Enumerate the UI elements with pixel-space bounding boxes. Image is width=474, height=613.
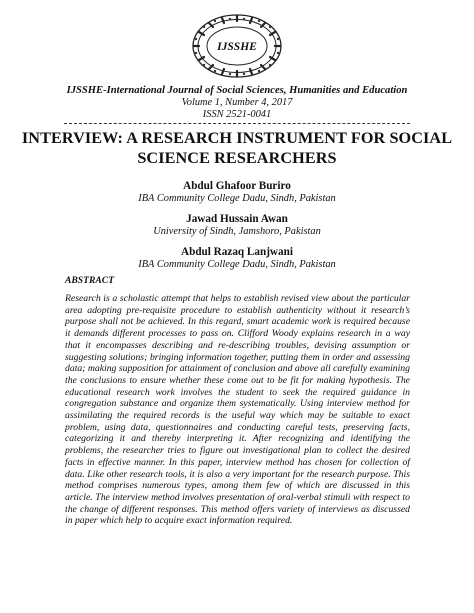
- paper-title: [0, 128, 474, 168]
- journal-header: [0, 85, 474, 121]
- author-name: Jawad Hussain Awan: [186, 213, 288, 225]
- author-list: [0, 180, 474, 279]
- seal-ornament-icon: [190, 12, 284, 80]
- logo-text: IJSSHE: [217, 41, 257, 53]
- header-divider: [64, 123, 410, 124]
- author-block: [0, 180, 474, 205]
- author-block: [0, 213, 474, 238]
- author-name: Abdul Razaq Lanjwani: [181, 246, 293, 258]
- paper-title-line-1: INTERVIEW: A RESEARCH INSTRUMENT FOR SOCIAL: [21, 129, 453, 147]
- journal-volume: Volume 1, Number 4, 2017: [181, 97, 293, 108]
- author-affiliation: University of Sindh, Jamshoro, Pakistan: [153, 226, 321, 237]
- author-affiliation: IBA Community College Dadu, Sindh, Pakistan: [138, 193, 336, 204]
- journal-issn: ISSN 2521-0041: [202, 109, 272, 120]
- abstract-text: Research is a scholastic attempt that helps to establish revised view about the particular area adopting pre-requisite procedure to establish authenticity without it research’s purpose shall not be achieved. In this regard, smart academic work is required because it demands different processes to pass on. Clifford Woody explains research in a way that it encompasses describing and re-describing troubles, devising assumption or suggesting solutions; bringing information together, putting them in order and assessing data; making supposition for attainment of conclusion and above all carefully examining the conclusions to ensure whether these come out to be fit for making hypothesis. The educational research work involves the student to seek the required guidance in congregation substance and organize them systematically. Using interview method for assimilating the required records is the useful way which may be suitable to exact problem, using data, questionnaires and conducting careful tests, preserving facts, categorizing it and thereby interpreting it. After recognizing and identifying the problems, the researcher tries to figure out investigational plan to collect the desired facts in effective manner. In this paper, interview method has chosen for collection of data. Like other research tools, it is also a very important for the research purpose. This method comprises numerous types, among them few of which are discussed in this article. The interview method involves presentation of oral-verbal stimuli with respect to the change of different responses. This method offers variety of interviews as discussed in paper which help to acquire exact information required.: [65, 293, 410, 527]
- author-block: [0, 246, 474, 271]
- author-name: Abdul Ghafoor Buriro: [183, 180, 291, 192]
- paper-title-line-2: SCIENCE RESEARCHERS: [137, 149, 337, 167]
- abstract-heading: ABSTRACT: [65, 275, 115, 286]
- journal-name: IJSSHE-International Journal of Social Sciences, Humanities and Education: [66, 85, 408, 96]
- author-affiliation: IBA Community College Dadu, Sindh, Pakistan: [138, 259, 336, 270]
